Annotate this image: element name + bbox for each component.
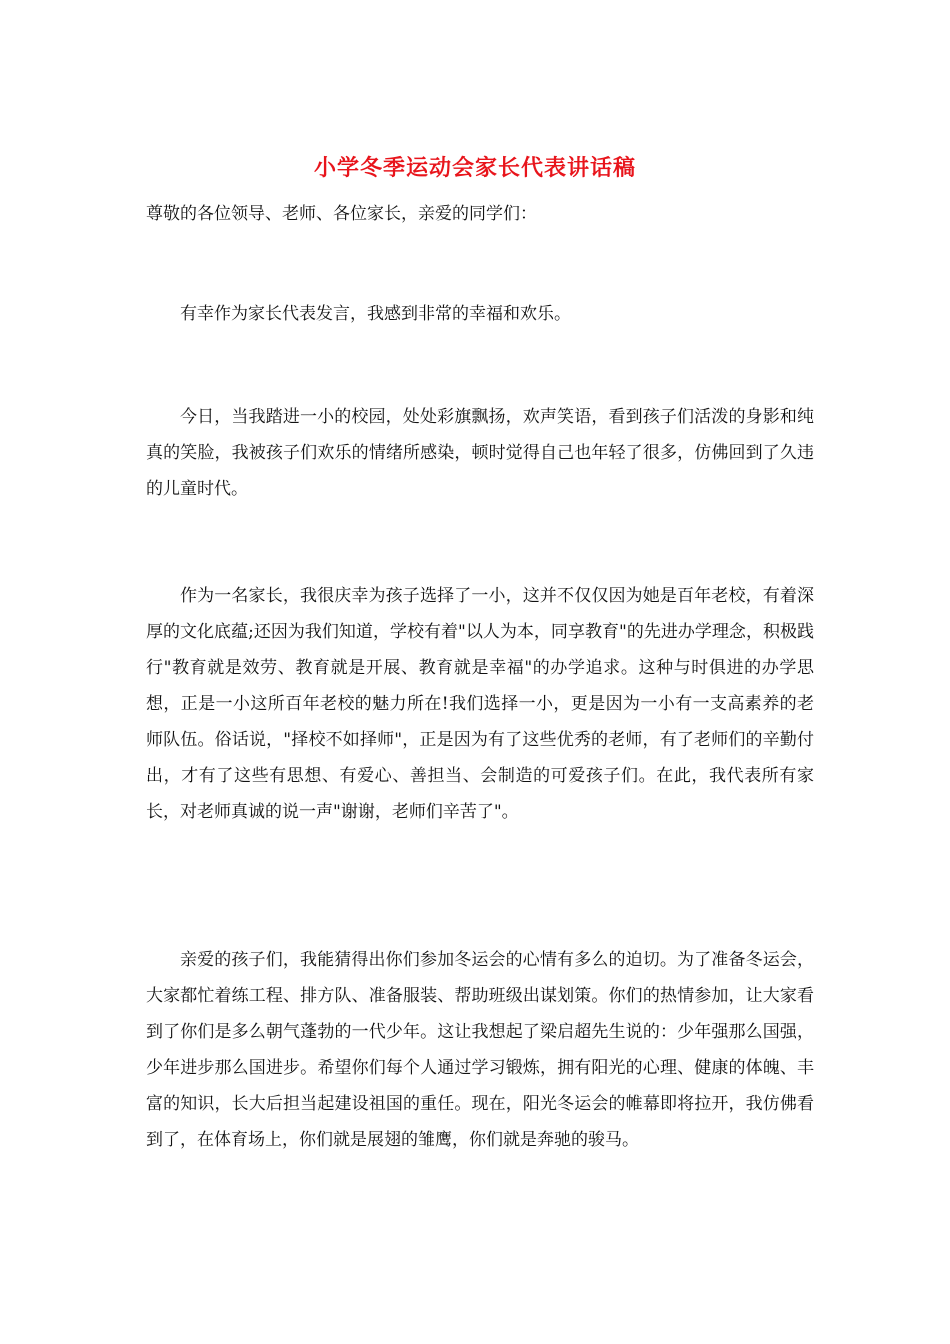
salutation: 尊敬的各位领导、老师、各位家长，亲爱的同学们： — [146, 204, 537, 224]
paragraph-2: 今日，当我踏进一小的校园，处处彩旗飘扬，欢声笑语，看到孩子们活泼的身影和纯真的笑脸，我被孩子们欢乐的情绪所感染，顿时觉得自己也年轻了很多，仿佛回到了久违的儿童时代。 — [146, 407, 814, 499]
paragraph-4: 亲爱的孩子们，我能猜得出你们参加冬运会的心情有多么的迫切。为了准备冬运会，大家都忙着练工程、排方队、准备服装、帮助班级出谋划策。你们的热情参加，让大家看到了你们是多么朝气蓬勃的一代少年。这让我想起了梁启超先生说的：少年强那么国强，少年进步那么国进步。希望你们每个人通过学习锻炼，拥有阳光的心理、健康的体魄、丰富的知识，长大后担当起建设祖国的重任。现在，阳光冬运会的帷幕即将拉开，我仿佛看到了，在体育场上，你们就是展翅的雏鹰，你们就是奔驰的骏马。 — [146, 950, 814, 1150]
paragraph-3: 作为一名家长，我很庆幸为孩子选择了一小，这并不仅仅因为她是百年老校，有着深厚的文化底蕴;还因为我们知道，学校有着"以人为本，同享教育"的先进办学理念，积极践行"教育就是效劳、教育就是开展、教育就是幸福"的办学追求。这种与时俱进的办学思想，正是一小这所百年老校的魅力所在!我们选择一小，更是因为一小有一支高素养的老师队伍。俗话说，"择校不如择师"，正是因为有了这些优秀的老师，有了老师们的辛勤付出，才有了这些有思想、有爱心、善担当、会制造的可爱孩子们。在此，我代表所有家长，对老师真诚的说一声"谢谢，老师们辛苦了"。 — [146, 586, 814, 822]
paragraph-1: 有幸作为家长代表发言，我感到非常的幸福和欢乐。 — [180, 304, 571, 324]
document-title: 小学冬季运动会家长代表讲话稿 — [313, 155, 636, 181]
